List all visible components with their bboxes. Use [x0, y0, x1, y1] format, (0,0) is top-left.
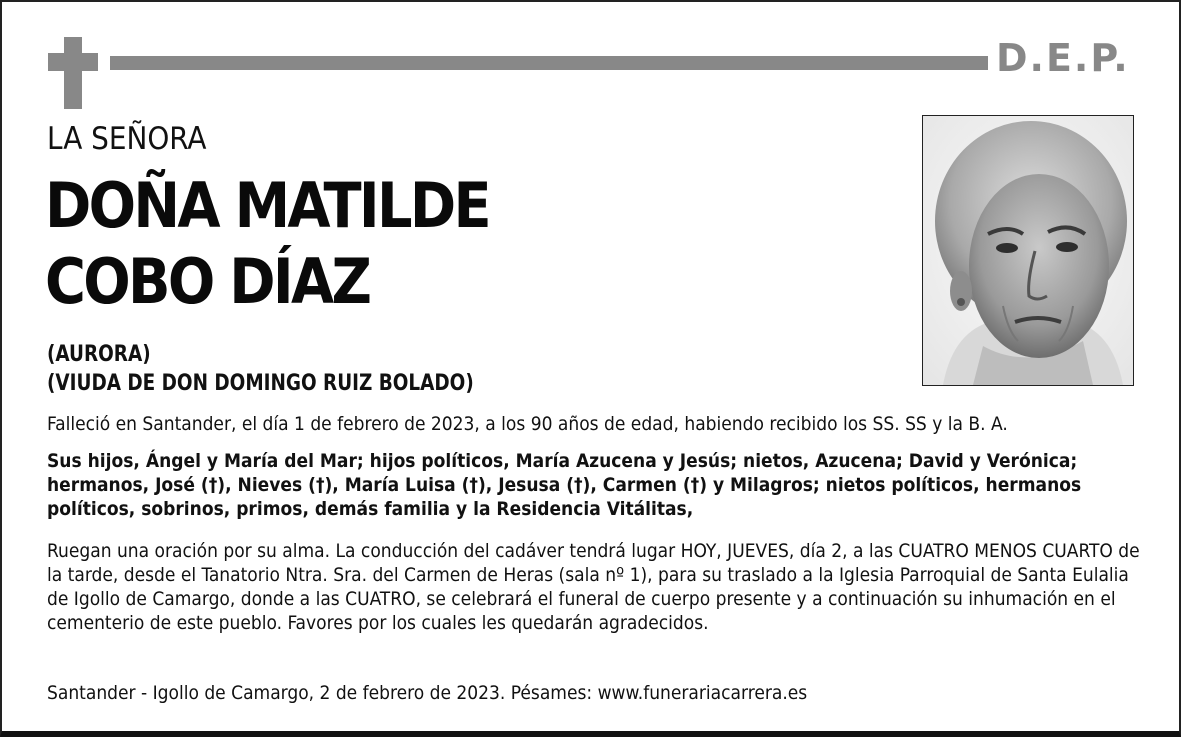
portrait-photo — [922, 115, 1134, 386]
service-details-text: Ruegan una oración por su alma. La conducción del cadáver tendrá lugar HOY, JUEVES, día 2, a las CUATRO MENOS CUARTO de la tarde, desde el Tanatorio Ntra. Sra. del Carmen de Heras (sala nº 1), para su traslado a la Iglesia Parroquial de Santa Eulalia de Igollo de Camargo, donde a las CUATRO, se celebrará el funeral de cuerpo presente y a continuación su inhumación en el cementerio de este pueblo. Favores por los cuales les quedarán agradecidos. — [47, 540, 1140, 634]
deceased-alias — [47, 340, 474, 398]
deceased-prefix: LA SEÑORA — [47, 121, 207, 157]
deceased-widow-of: (VIUDA DE DON DOMINGO RUIZ BOLADO) — [47, 371, 474, 396]
cross-vertical-bar — [64, 37, 82, 109]
death-notice-text: Falleció en Santander, el día 1 de febrero de 2023, a los 90 años de edad, habiendo recibido los SS. SS y la B. A. — [47, 413, 1008, 435]
footer-text: Santander - Igollo de Camargo, 2 de febrero de 2023. Pésames: www.funerariacarrera.es — [47, 682, 808, 704]
deceased-name — [45, 168, 489, 320]
dep-label: D.E.P. — [996, 36, 1130, 80]
deceased-nickname: (AURORA) — [47, 342, 151, 367]
family-list-text: Sus hijos, Ángel y María del Mar; hijos políticos, María Azucena y Jesús; nietos, Azucena; David y Verónica; hermanos, José (†), Nieves (†), María Luisa (†), Jesusa (†), Carmen (†) y Milagros; nietos políticos, hermanos políticos, sobrinos, primos, demás familia y la Residencia Vitálitas, — [47, 450, 1082, 520]
cross-horizontal-bar — [48, 53, 98, 71]
portrait-illustration — [923, 116, 1133, 385]
header-rule — [110, 56, 988, 70]
deceased-name-line2: COBO DÍAZ — [45, 245, 370, 318]
deceased-name-line1: DOÑA MATILDE — [45, 169, 489, 242]
